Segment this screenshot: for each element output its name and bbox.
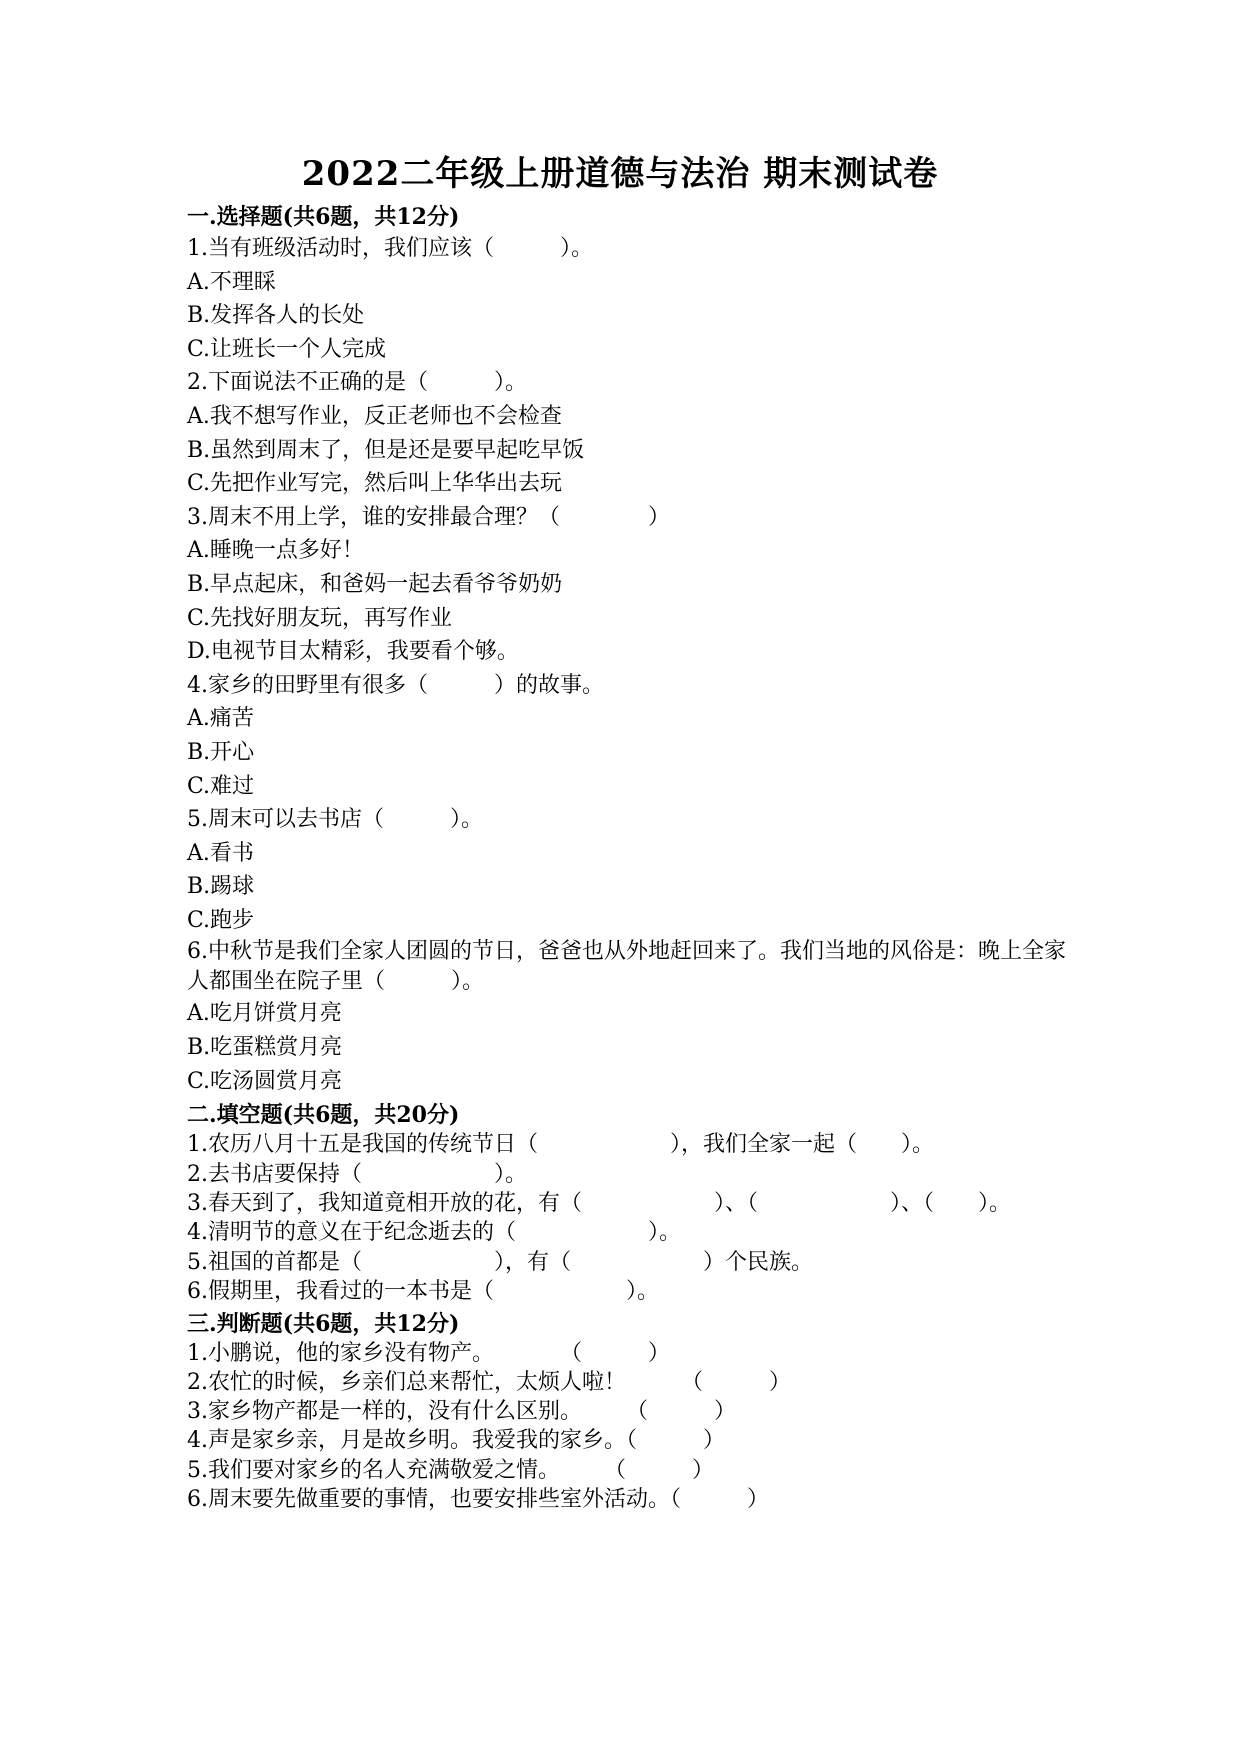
fill-question-4: 4.清明节的意义在于纪念逝去的（ ）。 [187,1220,681,1246]
choice-question-5: 5.周末可以去书店（ ）。 [187,807,483,833]
choice-question-2: 2.下面说法不正确的是（ ）。 [187,370,527,396]
choice-option: C.吃汤圆赏月亮 [187,1068,343,1094]
choice-option: C.让班长一个人完成 [187,336,387,362]
page-title: 2022二年级上册道德与法治 期末测试卷 [301,154,939,194]
choice-question-3: 3.周末不用上学，谁的安排最合理？（ ） [187,504,670,530]
choice-option: B.虽然到周末了，但是还是要早起吃早饭 [187,437,585,463]
choice-question-6: 6.中秋节是我们全家人团圆的节日，爸爸也从外地赶回来了。我们当地的风俗是：晚上全家人都围坐在院子里（ ）。 [187,939,1066,995]
section-heading-fill: 二.填空题(共6题，共20分) [187,1102,460,1129]
choice-option: A.痛苦 [187,706,254,732]
fill-question-5: 5.祖国的首都是（ ），有（ ）个民族。 [187,1249,813,1275]
choice-option: C.跑步 [187,907,255,933]
choice-option: B.发挥各人的长处 [187,303,365,329]
section-heading-judge: 三.判断题(共6题，共12分) [187,1310,460,1337]
choice-option: D.电视节目太精彩，我要看个够。 [187,639,519,665]
choice-option: B.开心 [187,739,255,765]
choice-option: C.难过 [187,773,255,799]
fill-question-3: 3.春天到了，我知道竟相开放的花，有（ ）、（ ）、（ ）。 [187,1191,1011,1217]
choice-option: A.我不想写作业，反正老师也不会检查 [187,403,562,429]
judge-question-3: 3.家乡物产都是一样的，没有什么区别。 （ ） [187,1399,736,1425]
choice-option: A.不理睬 [187,269,276,295]
choice-question-1: 1.当有班级活动时，我们应该（ ）。 [187,236,593,261]
choice-option: A.看书 [187,840,254,866]
section-heading-choice: 一.选择题(共6题，共12分) [187,204,460,230]
fill-question-6: 6.假期里，我看过的一本书是（ ）。 [187,1279,659,1305]
judge-question-1: 1.小鹏说，他的家乡没有物产。 （ ） [187,1340,670,1366]
choice-option: C.先找好朋友玩，再写作业 [187,605,453,631]
choice-option: A.睡晚一点多好！ [187,538,364,564]
choice-question-4: 4.家乡的田野里有很多（ ）的故事。 [187,672,604,698]
judge-question-2: 2.农忙的时候，乡亲们总来帮忙，太烦人啦！ （ ） [187,1369,791,1395]
choice-option: B.踢球 [187,874,255,900]
judge-question-4: 4.声是家乡亲，月是故乡明。我爱我的家乡。（ ） [187,1428,725,1454]
choice-option: B.吃蛋糕赏月亮 [187,1035,343,1061]
judge-question-6: 6.周末要先做重要的事情，也要安排些室外活动。（ ） [187,1486,769,1512]
choice-option: C.先把作业写完，然后叫上华华出去玩 [187,471,563,497]
fill-question-2: 2.去书店要保持（ ）。 [187,1161,527,1187]
choice-option: B.早点起床，和爸妈一起去看爷爷奶奶 [187,571,563,597]
choice-option: A.吃月饼赏月亮 [187,1001,342,1027]
exam-content [187,200,1067,1514]
judge-question-5: 5.我们要对家乡的名人充满敬爱之情。 （ ） [187,1457,714,1483]
fill-question-1: 1.农历八月十五是我国的传统节日（ ），我们全家一起（ ）。 [187,1132,934,1158]
